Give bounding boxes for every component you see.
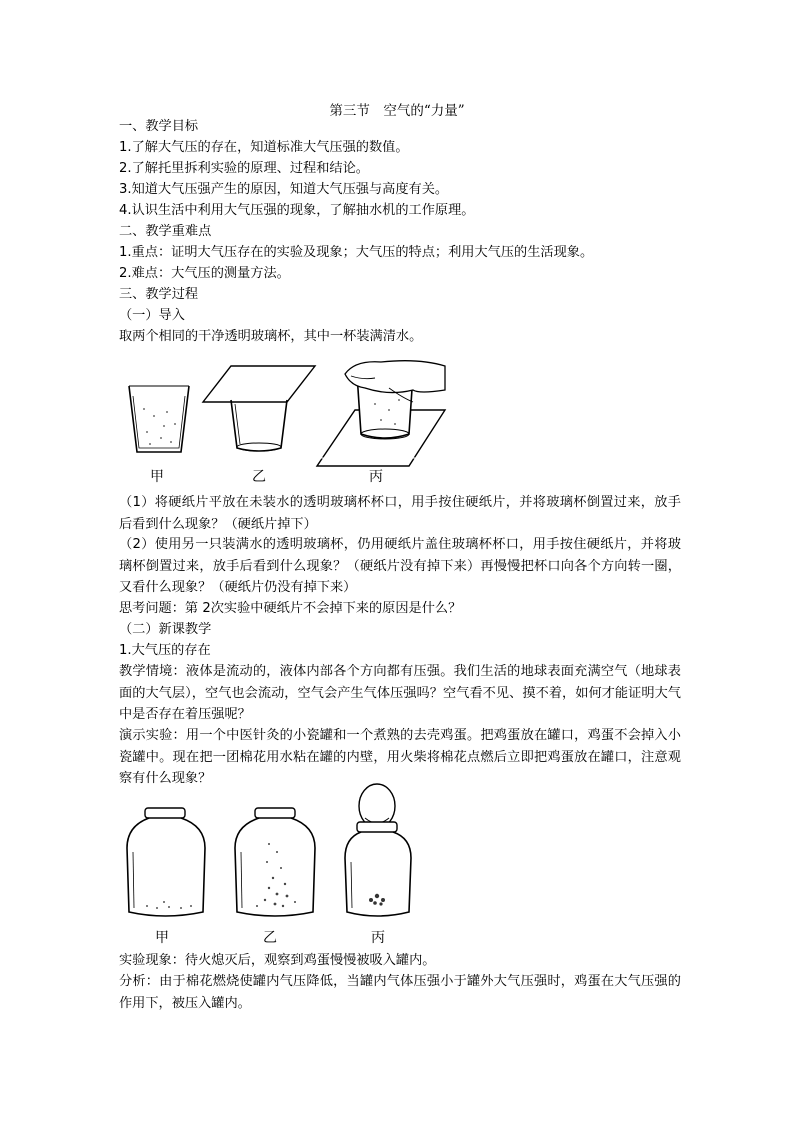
jar-egg-drawing bbox=[345, 784, 411, 916]
figure-jar-egg-experiment bbox=[119, 782, 429, 948]
figure-glass-experiment bbox=[119, 354, 449, 486]
analysis-text: 分析：由于棉花燃烧使罐内气压降低，当罐内气体压强小于罐外大气压强时，鸡蛋在大气压强的作用下，被压入罐内。 bbox=[119, 974, 681, 1011]
heading-process: 三、教学过程 bbox=[119, 287, 199, 302]
observation-text: 实验现象：待火熄灭后，观察到鸡蛋慢慢被吸入罐内。 bbox=[119, 953, 436, 968]
figure1-label-yi: 乙 bbox=[252, 469, 266, 485]
step-2-text: （2）使用另一只装满水的透明玻璃杯，仍用硬纸片盖住玻璃杯杯口，用手按住硬纸片，并将玻璃杯倒置过来，放手后看到什么现象？（硬纸片没有掉下来）再慢慢把杯口向各个方向转一圈，又看什么现象？（硬纸片仍没有掉下来） bbox=[119, 537, 681, 595]
heading-objectives: 一、教学目标 bbox=[119, 119, 199, 134]
situation-text: 教学情境：液体是流动的，液体内部各个方向都有压强。我们生活的地球表面充满空气（地球表面的大气层），空气也会流动，空气会产生气体压强吗？空气看不见、摸不着，如何才能证明大气中是否存在着压强呢？ bbox=[119, 664, 681, 722]
key-point-2: 2.难点：大气压的测量方法。 bbox=[119, 266, 290, 281]
jar-empty-drawing bbox=[127, 808, 205, 916]
section-title: 第三节 空气的“力量” bbox=[329, 103, 465, 119]
step-1-text: （1）将硬纸片平放在未装水的透明玻璃杯杯口，用手按住硬纸片，并将玻璃杯倒置过来，放手后看到什么现象？（硬纸片掉下） bbox=[119, 495, 681, 532]
figure1-label-jia: 甲 bbox=[150, 469, 164, 485]
point-1-heading: 1.大气压的存在 bbox=[119, 643, 211, 658]
jar-burning-drawing bbox=[235, 808, 315, 916]
question-text: 思考问题：第 2次实验中硬纸片不会掉下来的原因是什么？ bbox=[119, 601, 462, 616]
goal-2: 2.了解托里拆利实验的原理、过程和结论。 bbox=[119, 161, 369, 176]
subheading-intro: （一）导入 bbox=[119, 308, 185, 323]
figure1-label-bing: 丙 bbox=[369, 469, 383, 485]
figure2-label-jia: 甲 bbox=[155, 930, 169, 946]
subheading-new-lesson: （二）新课教学 bbox=[119, 622, 212, 637]
hand-glass-drawing bbox=[317, 361, 445, 466]
inverted-glass-drawing bbox=[203, 366, 315, 451]
heading-key-points: 二、教学重难点 bbox=[119, 224, 212, 239]
demo-text: 演示实验：用一个中医针灸的小瓷罐和一个煮熟的去壳鸡蛋。把鸡蛋放在罐口，鸡蛋不会掉入小瓷罐中。现在把一团棉花用水粘在罐的内壁，用火柴将棉花点燃后立即把鸡蛋放在罐口，注意观察有什么现象？ bbox=[119, 728, 681, 786]
goal-4: 4.认识生活中利用大气压强的现象，了解抽水机的工作原理。 bbox=[119, 203, 475, 218]
key-point-1: 1.重点：证明大气压存在的实验及现象；大气压的特点；利用大气压的生活现象。 bbox=[119, 245, 594, 260]
goal-3: 3.知道大气压强产生的原因，知道大气压强与高度有关。 bbox=[119, 182, 449, 197]
empty-glass-drawing bbox=[129, 386, 189, 452]
intro-text: 取两个相同的干净透明玻璃杯，其中一杯装满清水。 bbox=[119, 329, 423, 344]
figure2-label-bing: 丙 bbox=[371, 930, 385, 946]
goal-1: 1.了解大气压的存在，知道标准大气压强的数值。 bbox=[119, 140, 409, 155]
figure2-label-yi: 乙 bbox=[263, 930, 277, 946]
